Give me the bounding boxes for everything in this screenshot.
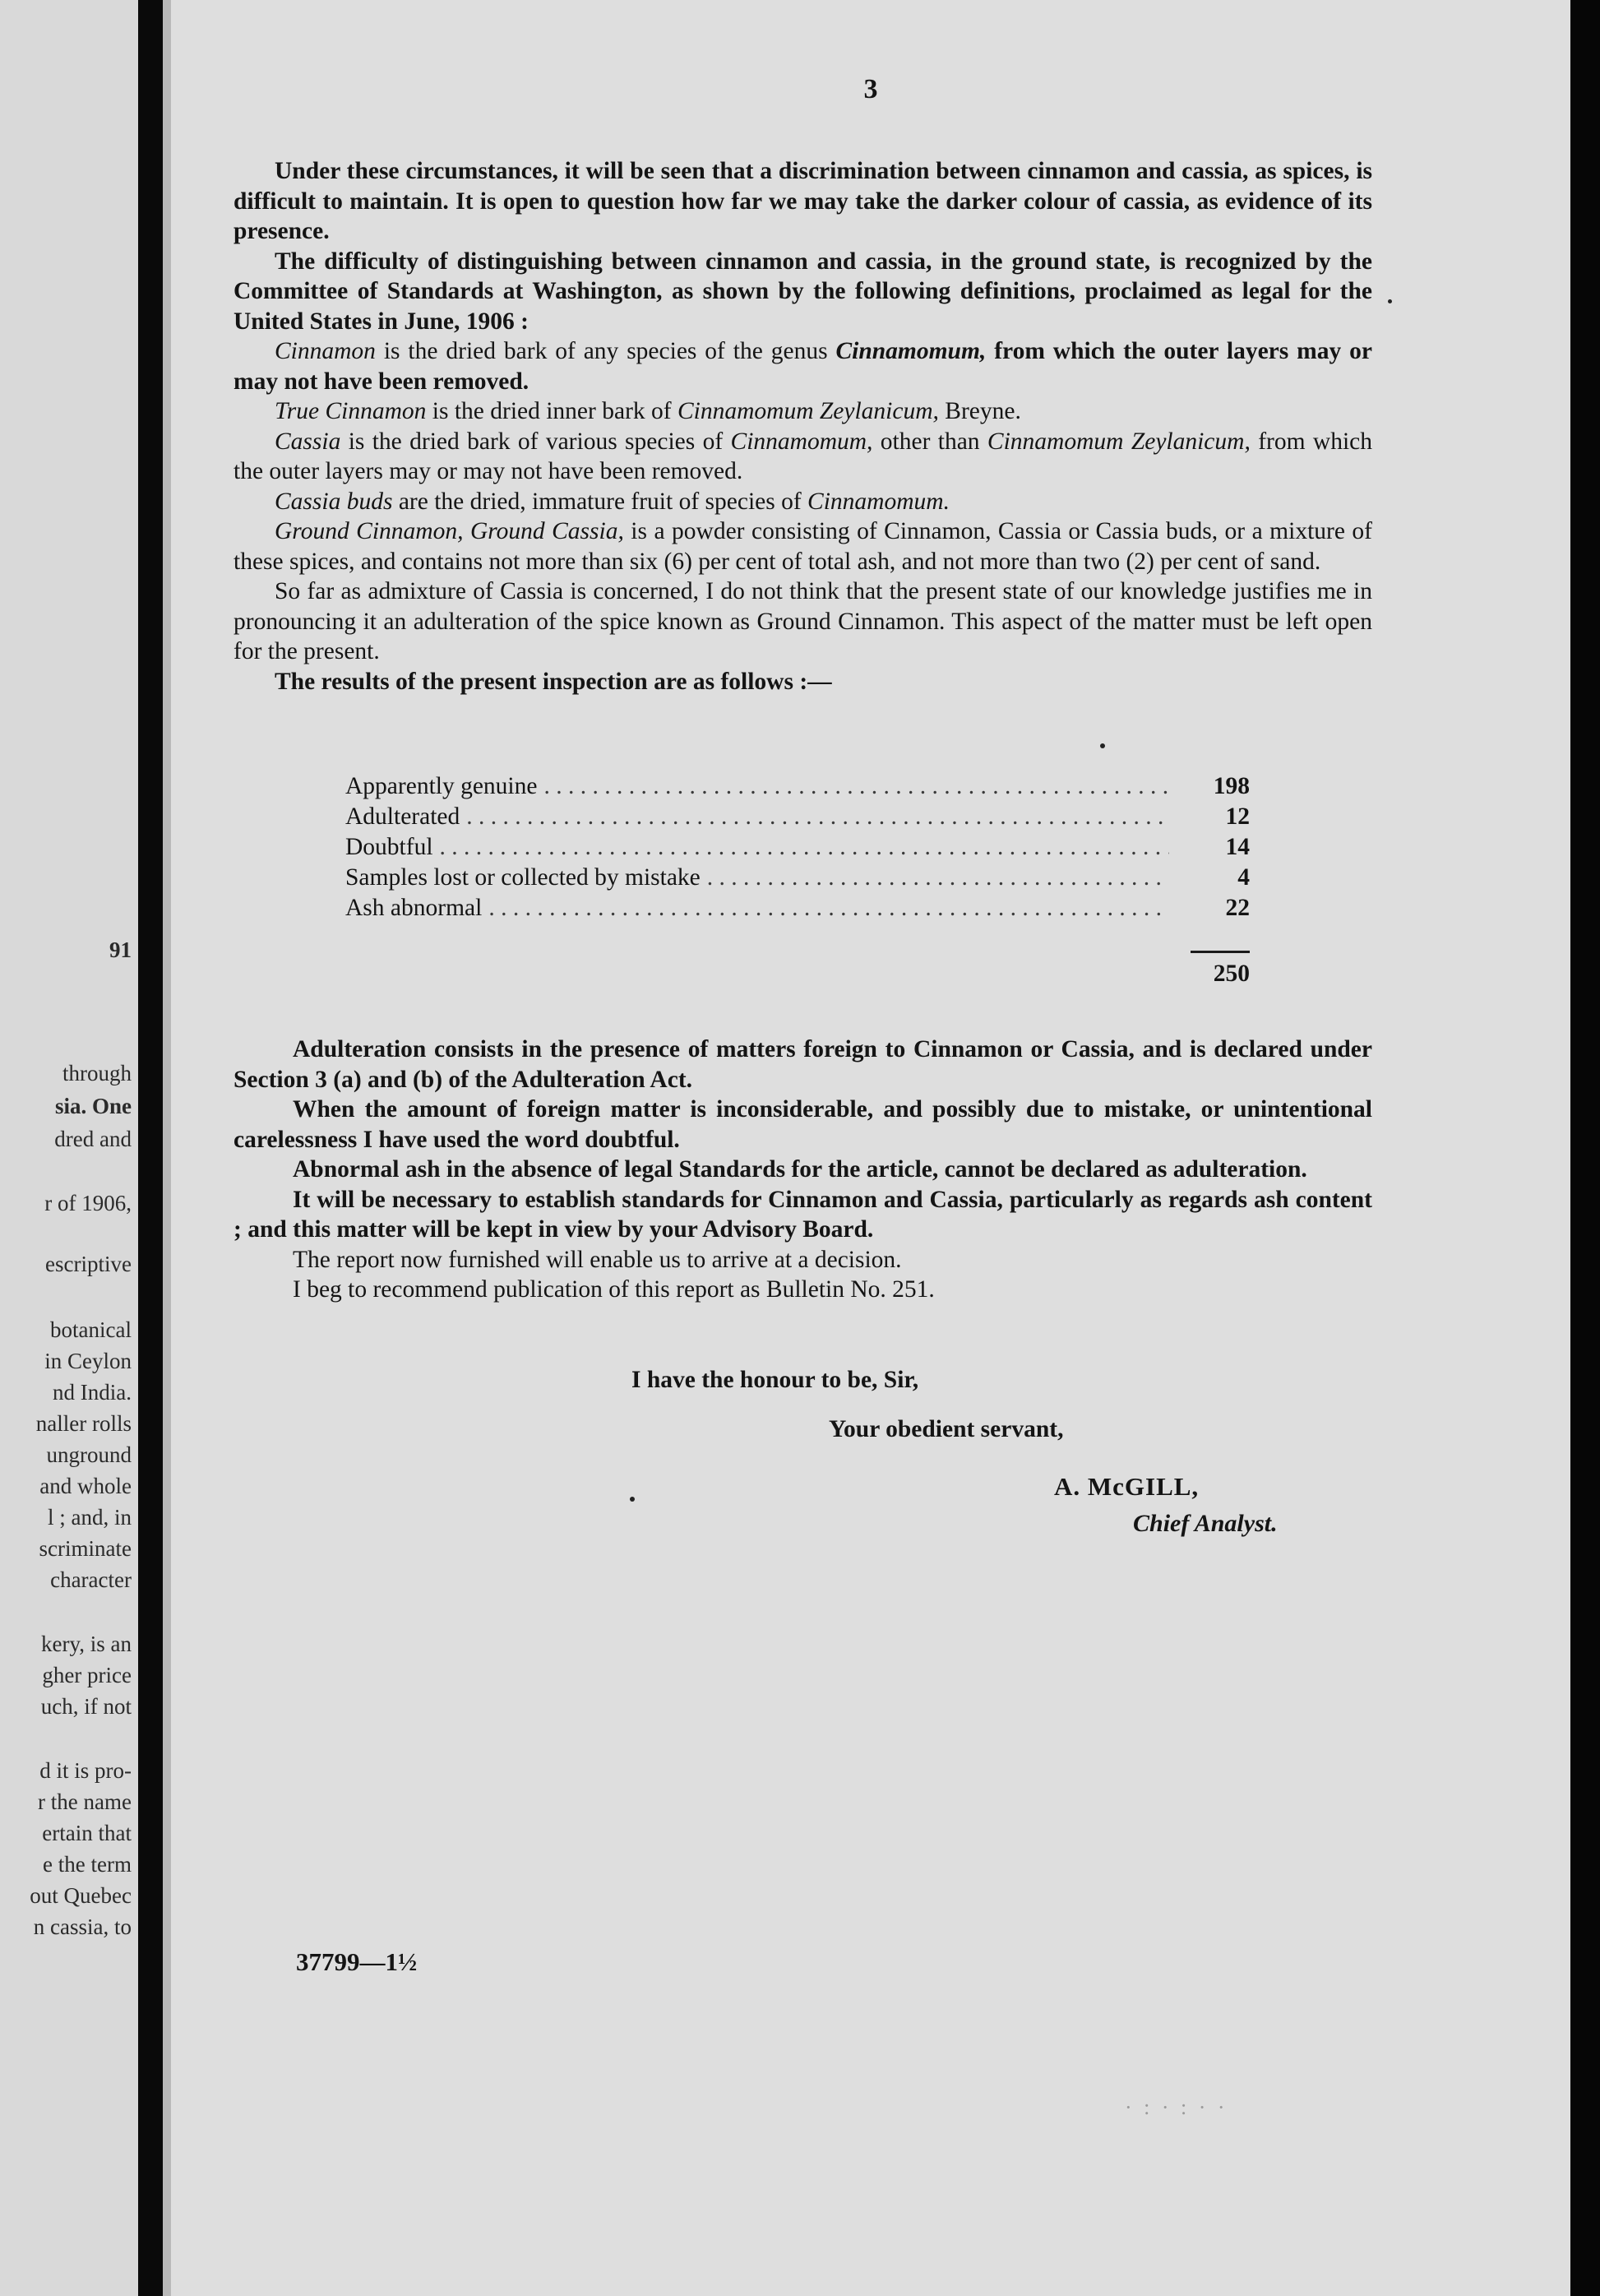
- adjacent-page-text: e the term: [43, 1852, 132, 1877]
- page-gutter: [163, 0, 171, 2296]
- results-row: [345, 834, 1250, 864]
- adjacent-page-text: gher price: [42, 1663, 132, 1687]
- definition-cassia: [234, 427, 1372, 487]
- body-text-upper: [234, 156, 1372, 697]
- paragraph: Abnormal ash in the absence of legal Standards for the article, cannot be declared as adulteration.: [293, 1156, 1307, 1183]
- results-value: 12: [1225, 803, 1250, 830]
- paragraph: Under these circumstances, it will be seen that a discrimination between cinnamon and cassia, as spices, is difficult to maintain. It is open to question how far we may take the darker colour of cassia, as evidence of its presence.: [234, 158, 1372, 244]
- paragraph: The difficulty of distinguishing between cinnamon and cassia, in the ground state, is recognized by the Committee of Standards at Washington, as shown by the following definitions, proclaimed as legal for the United States in June, 1906 :: [234, 248, 1372, 335]
- body-text-lower: [234, 1035, 1372, 1305]
- page-number: 3: [863, 74, 878, 104]
- definition-text: is the dried inner bark of: [426, 398, 677, 424]
- closing-servant: Your obedient servant,: [829, 1416, 1064, 1442]
- paragraph: When the amount of foreign matter is inconsiderable, and possibly due to mistake, or unintentional carelessness I have used the word doubtful.: [234, 1096, 1372, 1153]
- adjacent-page-text: unground: [46, 1442, 132, 1467]
- adjacent-page-text: kery, is an: [41, 1632, 132, 1656]
- adjacent-page-text: dred and: [54, 1127, 132, 1151]
- adjacent-page-text: r of 1906,: [44, 1191, 132, 1215]
- leader-dots: [466, 803, 1169, 831]
- adjacent-page-text: sia. One: [54, 1094, 132, 1118]
- definition-term: Cinnamomum,: [730, 428, 873, 455]
- definition-term: Cassia: [275, 428, 341, 455]
- adjacent-page-text: l ; and, in: [48, 1505, 132, 1530]
- paragraph: So far as admixture of Cassia is concerned, I do not think that the present state of our knowledge justifies me in pronouncing it an adulteration of the spice known as Ground Cinnamon. This aspect of the matter must be left open for the present.: [234, 578, 1372, 664]
- leader-dots: [440, 834, 1169, 861]
- results-label: Ash abnormal: [345, 895, 483, 921]
- results-total: 250: [1213, 961, 1250, 987]
- book-spine: [138, 0, 163, 2296]
- definition-term: Ground Cinnamon, Ground Cassia,: [275, 518, 624, 544]
- adjacent-page-text: escriptive: [45, 1252, 132, 1276]
- ink-speck: [630, 1497, 635, 1502]
- definition-text: other than: [872, 428, 987, 455]
- paragraph: I beg to recommend publication of this report as Bulletin No. 251.: [293, 1276, 935, 1303]
- adjacent-page-text: ertain that: [42, 1821, 132, 1845]
- paragraph: The results of the present inspection are as follows :—: [275, 668, 832, 695]
- definition-text: from which the outer layers may or may not have been removed.: [234, 428, 1372, 484]
- results-value: 4: [1237, 864, 1250, 891]
- total-rule: [1191, 951, 1250, 953]
- results-row: [345, 773, 1250, 803]
- results-table: [345, 773, 1250, 925]
- definition-term: Cinnamomum Zeylanicum,: [987, 428, 1251, 455]
- definition-term: Cinnamomum Zeylanicum,: [677, 398, 939, 424]
- paragraph: It will be necessary to establish standards for Cinnamon and Cassia, particularly as regards ash content ; and this matter will be kept in view by your Advisory Board.: [234, 1186, 1372, 1243]
- results-row: [345, 803, 1250, 834]
- adjacent-page-text: 91: [109, 937, 132, 962]
- paragraph: The report now furnished will enable us to arrive at a decision.: [293, 1246, 902, 1273]
- ink-speck: [1100, 743, 1105, 748]
- definition-text: is a powder consisting of Cinnamon, Cassia or Cassia buds, or a mixture of these spices, and contains not more than six (6) per cent of total ash, and not more than two (2) per cent of sand.: [234, 518, 1372, 575]
- definition-cassia-buds: [234, 487, 1372, 517]
- definition-text: Breyne.: [938, 398, 1021, 424]
- definition-term: Cinnamon: [275, 338, 376, 364]
- adjacent-page-text: scriminate: [39, 1536, 132, 1561]
- adjacent-page-text: nd India.: [53, 1380, 132, 1405]
- results-value: 22: [1225, 895, 1250, 921]
- adjacent-page-text: and whole: [39, 1474, 132, 1498]
- leader-dots: [543, 773, 1169, 800]
- results-row: [345, 895, 1250, 925]
- signature-title: Chief Analyst.: [1133, 1510, 1278, 1537]
- definition-text: is the dried bark of various species of: [340, 428, 731, 455]
- definition-text: from which the outer layers may or may not have been removed.: [234, 338, 1372, 395]
- results-label: Doubtful: [345, 834, 433, 860]
- definition-text: is the dried bark of any species of the genus: [375, 338, 836, 364]
- results-value: 14: [1225, 834, 1250, 860]
- definition-term: Cassia buds: [275, 488, 393, 515]
- scan-border: [1570, 0, 1600, 2296]
- definition-term: Cinnamomum.: [807, 488, 950, 515]
- print-code: 37799—1½: [296, 1947, 418, 1976]
- adjacent-page-text: out Quebec: [30, 1883, 132, 1908]
- adjacent-page-text: d it is pro-: [39, 1758, 132, 1783]
- adjacent-page-text: through: [62, 1061, 132, 1086]
- definition-ground: [234, 516, 1372, 576]
- results-label: Samples lost or collected by mistake: [345, 864, 701, 891]
- adjacent-page-text: r the name: [38, 1789, 132, 1814]
- results-label: Adulterated: [345, 803, 460, 830]
- document-page: [171, 0, 1570, 2296]
- ink-speck: [1388, 299, 1392, 303]
- results-label: Apparently genuine: [345, 773, 538, 799]
- closing-salutation: I have the honour to be, Sir,: [631, 1367, 919, 1393]
- definition-term: Cinnamomum,: [835, 338, 987, 364]
- adjacent-page-text: botanical: [50, 1317, 132, 1342]
- paragraph: Adulteration consists in the presence of matters foreign to Cinnamon or Cassia, and is declared under Section 3 (a) and (b) of the Adulteration Act.: [234, 1036, 1372, 1093]
- adjacent-page: [0, 0, 138, 2296]
- adjacent-page-text: n cassia, to: [33, 1914, 132, 1939]
- definition-text: are the dried, immature fruit of species of: [392, 488, 808, 515]
- adjacent-page-text: character: [50, 1567, 132, 1592]
- adjacent-page-text: in Ceylon: [44, 1349, 132, 1373]
- definition-cinnamon: [234, 336, 1372, 396]
- definition-true-cinnamon: [234, 396, 1372, 427]
- leader-dots: [707, 864, 1169, 891]
- signature-name: A. McGILL,: [1054, 1472, 1200, 1501]
- scan-smudge: · : · : · ·: [1125, 2095, 1228, 2119]
- results-row: [345, 864, 1250, 895]
- adjacent-page-text: naller rolls: [35, 1411, 132, 1436]
- definition-term: True Cinnamon: [275, 398, 427, 424]
- leader-dots: [488, 895, 1169, 922]
- adjacent-page-text: uch, if not: [40, 1694, 132, 1719]
- results-value: 198: [1213, 773, 1250, 799]
